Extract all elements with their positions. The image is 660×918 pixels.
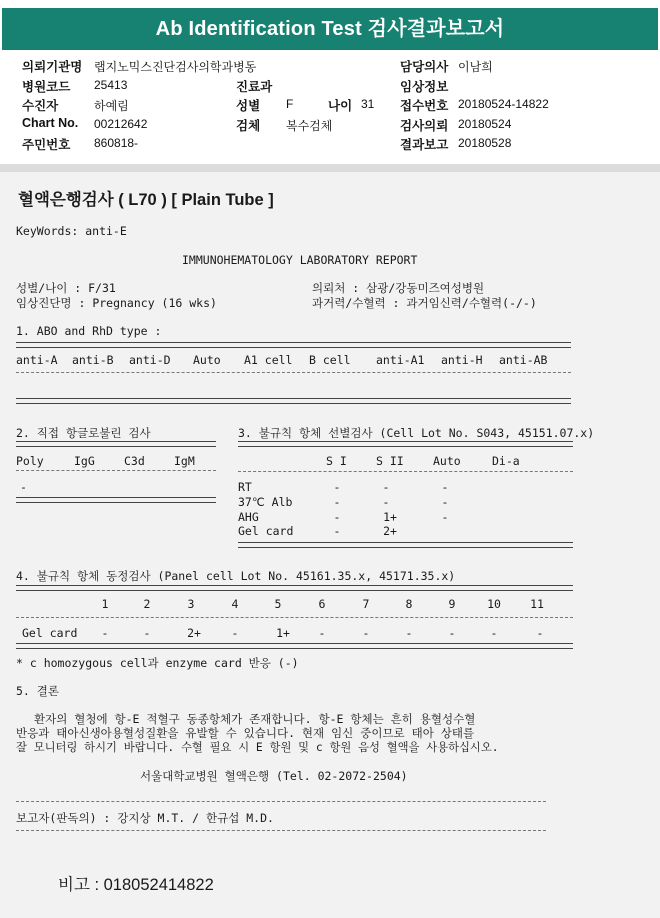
abo-header-b-cell: B cell	[309, 353, 351, 367]
resident-value: 860818-	[94, 136, 139, 150]
abo-dashed-line	[16, 372, 571, 373]
reporter-line: 보고자(판독의) : 강지상 M.T. / 한규섭 M.D.	[16, 811, 274, 825]
lab-title: IMMUNOHEMATOLOGY LABORATORY REPORT	[182, 253, 418, 267]
panel-result: 2+	[187, 626, 201, 640]
hospital-code-label: 병원코드	[22, 80, 71, 94]
panel-result: -	[318, 626, 326, 640]
dat-result: -	[20, 480, 27, 494]
abo-header-anti-h: anti-H	[441, 353, 483, 367]
abo-header-anti-ab: anti-AB	[499, 353, 548, 367]
sex-label: 성별	[236, 99, 261, 113]
screen-cell: -	[333, 480, 341, 494]
doctor-value: 이남희	[458, 60, 493, 74]
panel-cell-number: 4	[231, 597, 239, 611]
screen-header-s1: S I	[326, 454, 347, 468]
screen-cell: -	[382, 480, 390, 494]
diagnosis-line: 임상진단명 : Pregnancy (16 wks)	[16, 296, 217, 310]
panel-cell-number: 8	[405, 597, 413, 611]
panel-cell-number: 3	[187, 597, 195, 611]
screen-dashed-line	[238, 471, 573, 472]
section-2-title: 2. 직접 항글로불린 검사	[16, 426, 151, 440]
panel-result: -	[231, 626, 239, 640]
report-date-label: 결과보고	[400, 138, 449, 152]
header-divider	[0, 164, 660, 172]
screen-cell: 2+	[383, 524, 397, 538]
abo-bottom-rule	[16, 398, 571, 404]
referrer-line: 의뢰처 : 삼광/강동미즈여성병원	[312, 281, 485, 295]
age-label: 나이	[328, 99, 353, 113]
age-value: 31	[361, 97, 375, 111]
screen-cell: -	[441, 480, 449, 494]
panel-result: -	[405, 626, 413, 640]
section-2-rule	[16, 441, 216, 447]
specimen-value: 복수검체	[286, 119, 333, 133]
report-header	[0, 0, 660, 55]
sex-value: F	[286, 97, 294, 111]
panel-dashed-line	[16, 617, 573, 618]
screen-header-dia: Di-a	[492, 454, 520, 468]
panel-cell-number: 6	[318, 597, 326, 611]
report-date-value: 20180528	[458, 136, 512, 150]
screen-row-label: RT	[238, 480, 252, 494]
section-5-title: 5. 결론	[16, 684, 59, 698]
clinical-label: 임상정보	[400, 80, 449, 94]
section-3-title: 3. 불규칙 항체 선별검사 (Cell Lot No. S043, 45151.07.x)	[238, 426, 595, 440]
keywords: KeyWords: anti-E	[16, 224, 127, 238]
chart-label: Chart No.	[22, 116, 79, 130]
dat-header-c3d: C3d	[124, 454, 145, 468]
doctor-label: 담당의사	[400, 60, 449, 74]
screen-cell: -	[333, 495, 341, 509]
section-4-rule	[16, 585, 573, 591]
abo-header-anti-d: anti-D	[129, 353, 171, 367]
conclusion-line-2: 반응과 태아신생아용혈성질환을 유발할 수 있습니다. 현재 임신 중이므로 태아 상태를	[16, 726, 475, 740]
dat-header-igg: IgG	[74, 454, 95, 468]
screen-cell: -	[333, 524, 341, 538]
institution-label: 의뢰기관명	[22, 60, 83, 74]
accession-label: 접수번호	[400, 99, 449, 113]
screen-cell: -	[382, 495, 390, 509]
section-1-title: 1. ABO and RhD type :	[16, 324, 162, 338]
abo-header-a1-cell: A1 cell	[244, 353, 293, 367]
specimen-label: 검체	[236, 119, 261, 133]
reporter-top-line	[16, 801, 546, 802]
panel-cell-number: 1	[101, 597, 109, 611]
panel-bottom-rule	[16, 643, 573, 649]
dat-header-poly: Poly	[16, 454, 44, 468]
conclusion-line-3: 잘 모니터링 하시기 바랍니다. 수혈 필요 시 E 항원 및 c 항원 음성 혈액을 사용하십시오.	[16, 741, 499, 754]
screen-bottom-rule	[238, 542, 573, 548]
conclusion-line-1: 환자의 혈청에 항-E 적혈구 동종항체가 존재합니다. 항-E 항체는 흔히 용혈성수혈	[34, 712, 476, 726]
remark-line: 비고 : 018052414822	[58, 876, 214, 894]
panel-result: -	[448, 626, 456, 640]
panel-result: -	[101, 626, 109, 640]
panel-cell-number: 9	[448, 597, 456, 611]
panel-cell-number: 10	[487, 597, 501, 611]
doc-heading: 혈액은행검사 ( L70 ) [ Plain Tube ]	[18, 191, 274, 209]
screen-cell: -	[441, 510, 449, 524]
report-title: Ab Identification Test 검사결과보고서	[2, 8, 658, 50]
section-4-title: 4. 불규칙 항체 동정검사 (Panel cell Lot No. 45161.35.x, 45171.35.x)	[16, 569, 456, 583]
panel-cell-number: 5	[274, 597, 282, 611]
sex-age-line: 성별/나이 : F/31	[16, 281, 116, 295]
screen-header-auto: Auto	[433, 454, 461, 468]
abo-header-anti-b: anti-B	[72, 353, 114, 367]
panel-result: -	[143, 626, 151, 640]
screen-row-label: AHG	[238, 510, 259, 524]
screen-row-label: 37℃ Alb	[238, 495, 293, 509]
panel-row-label: Gel card	[22, 626, 78, 640]
screen-row-label: Gel card	[238, 524, 294, 538]
abo-header-auto: Auto	[193, 353, 221, 367]
request-value: 20180524	[458, 117, 512, 131]
screen-header-s2: S II	[376, 454, 404, 468]
resident-label: 주민번호	[22, 138, 71, 152]
abo-header-anti-a: anti-A	[16, 353, 58, 367]
screen-cell: -	[333, 510, 341, 524]
dept-label: 진료과	[236, 80, 273, 94]
accession-value: 20180524-14822	[458, 97, 549, 111]
panel-cell-number: 11	[530, 597, 544, 611]
panel-result: -	[536, 626, 544, 640]
patient-label: 수진자	[22, 99, 59, 113]
reporter-bottom-line	[16, 830, 546, 831]
panel-cell-number: 7	[362, 597, 370, 611]
chart-value: 00212642	[94, 117, 148, 131]
panel-result: -	[490, 626, 498, 640]
section-1-rule	[16, 342, 571, 348]
panel-note: * c homozygous cell과 enzyme card 반응 (-)	[16, 656, 299, 670]
screen-cell: 1+	[383, 510, 397, 524]
section-3-rule	[238, 441, 573, 447]
panel-result: 1+	[276, 626, 290, 640]
request-label: 검사의뢰	[400, 119, 449, 133]
dat-bottom-rule	[16, 497, 216, 503]
hospital-code-value: 25413	[94, 78, 128, 92]
institution-value: 랩지노믹스진단검사의학과병동	[94, 60, 257, 74]
history-line: 과거력/수혈력 : 과거임신력/수혈력(-/-)	[312, 296, 537, 310]
abo-header-anti-a1: anti-A1	[376, 353, 425, 367]
panel-result: -	[362, 626, 370, 640]
patient-value: 하예림	[94, 99, 129, 113]
panel-cell-number: 2	[143, 597, 151, 611]
screen-cell: -	[441, 495, 449, 509]
signature-org: 서울대학교병원 혈액은행 (Tel. 02-2072-2504)	[140, 769, 408, 783]
dat-dashed-line	[16, 470, 216, 471]
dat-header-igm: IgM	[174, 454, 195, 468]
